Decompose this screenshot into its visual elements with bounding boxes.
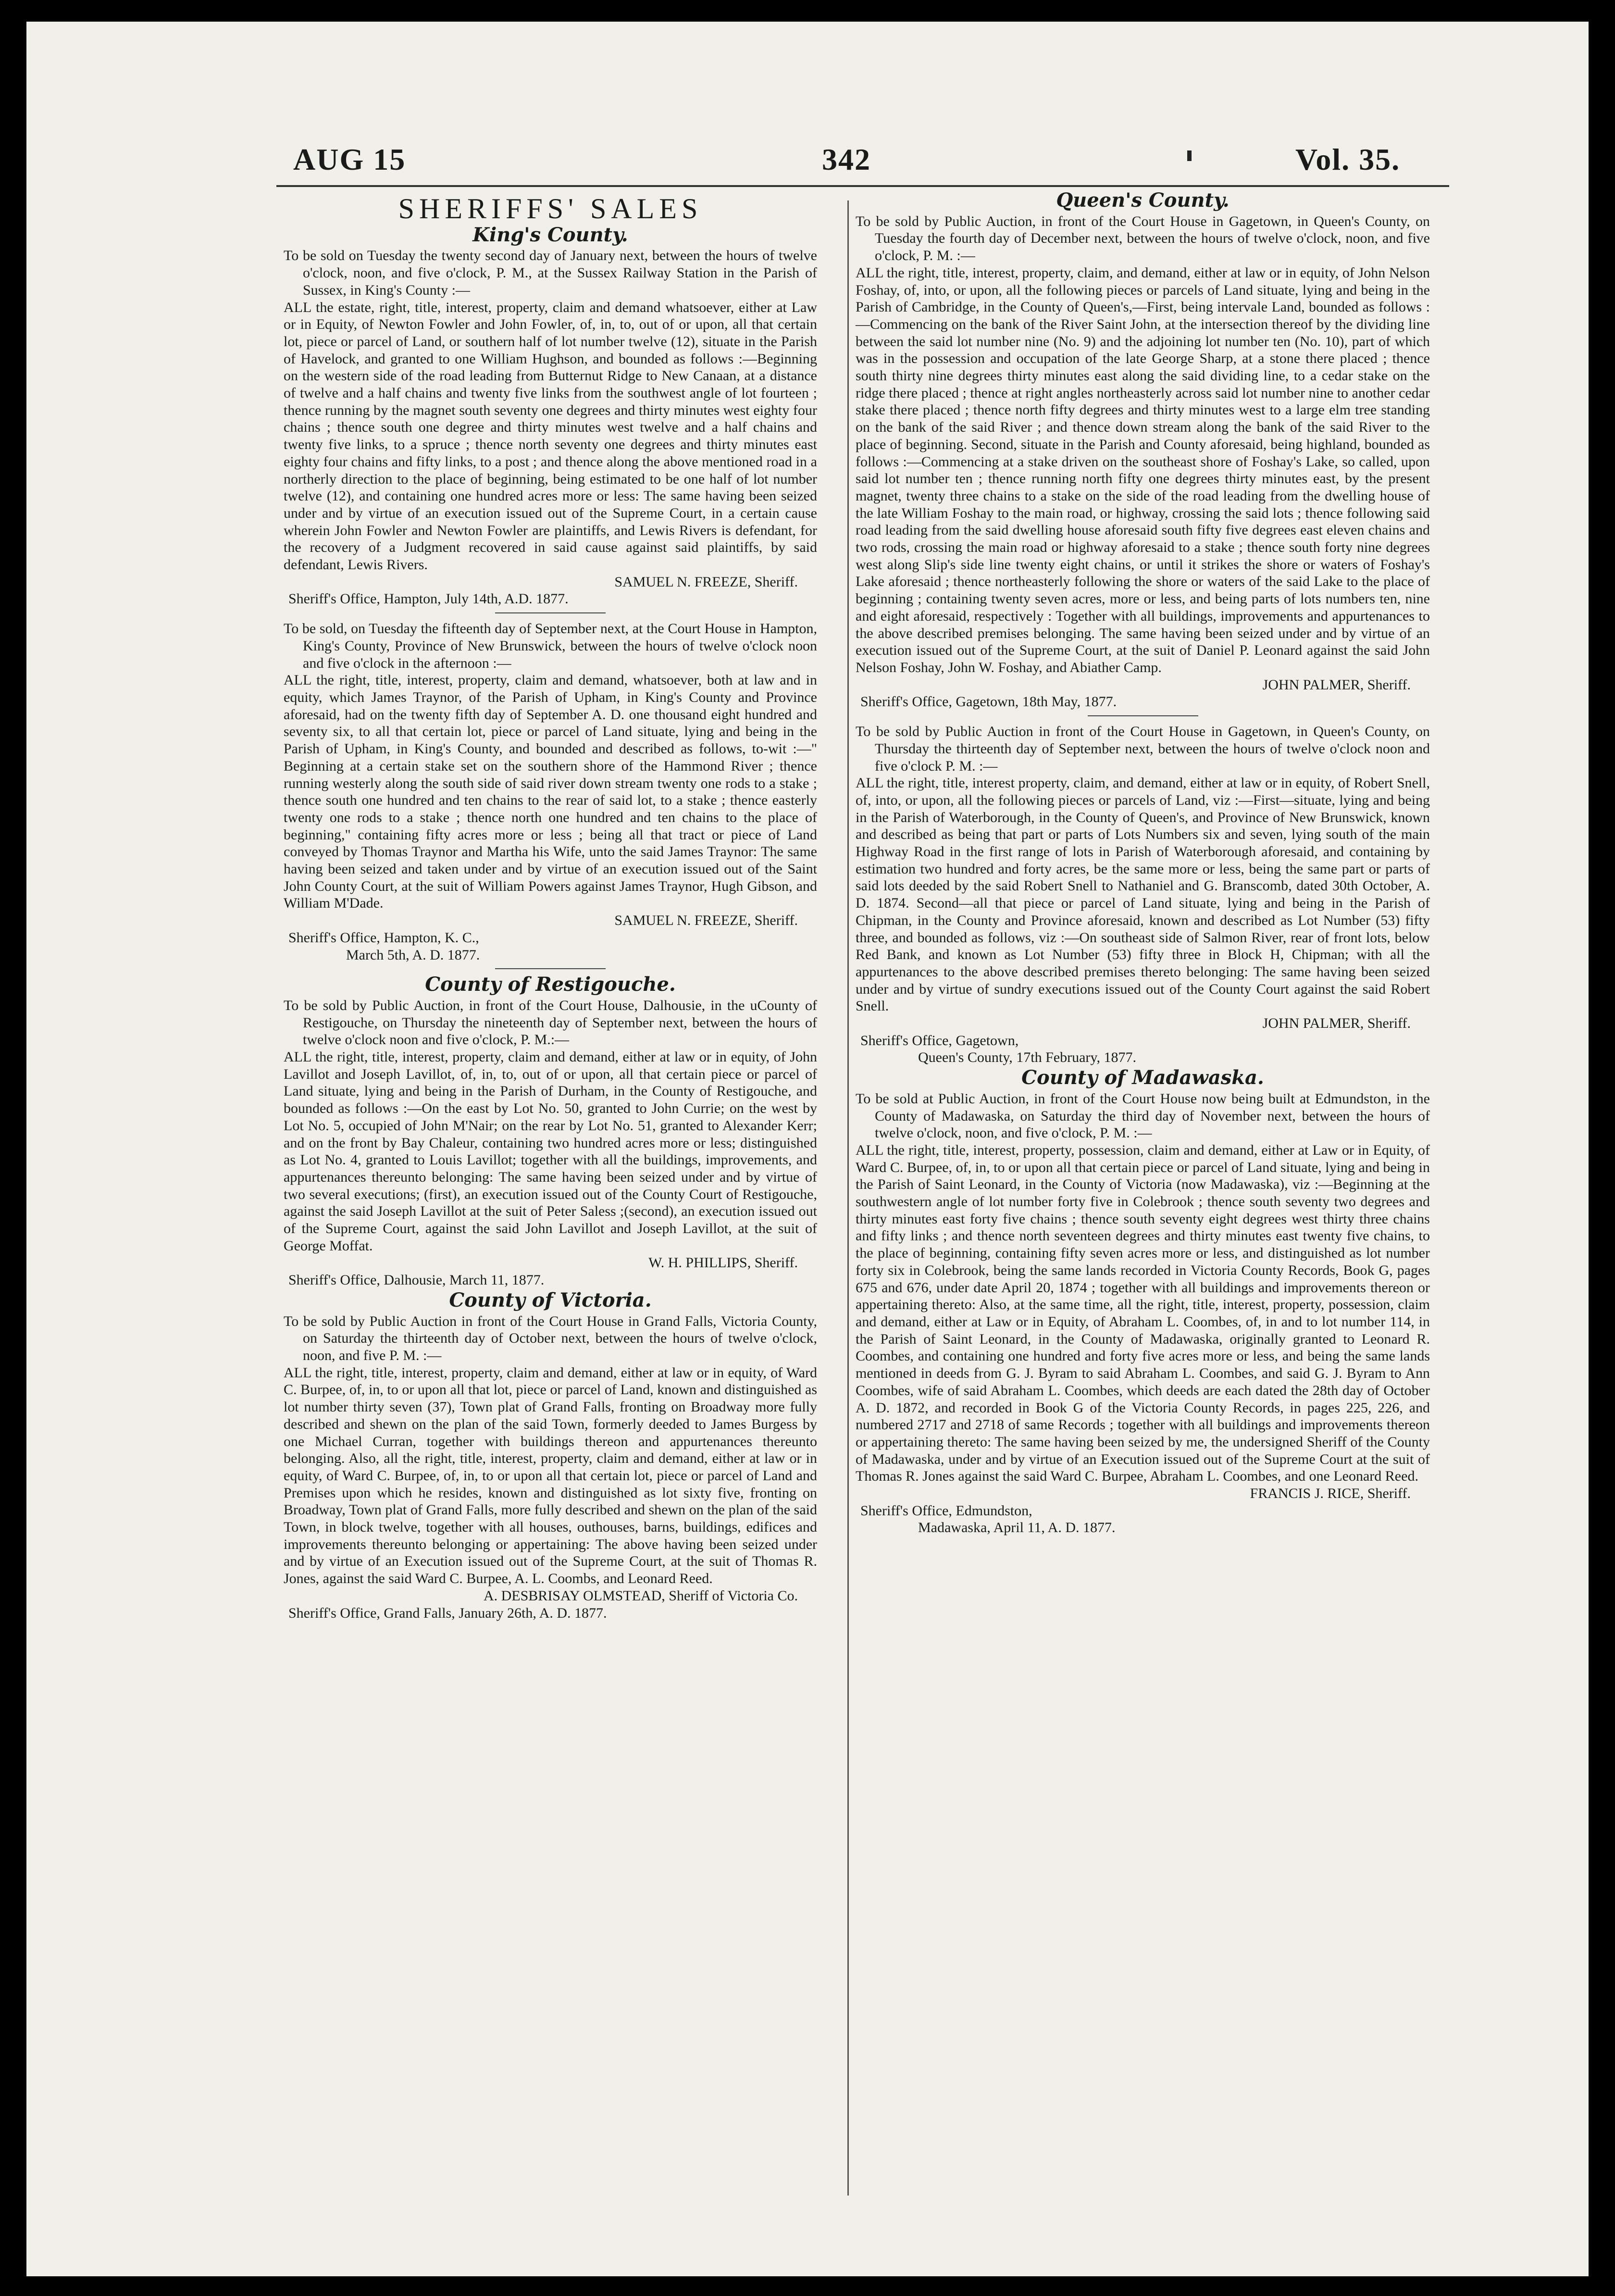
sheriff-signature: SAMUEL N. FREEZE, Sheriff. [614, 574, 798, 590]
office-date-line: Madawaska, April 11, A. D. 1877. [918, 1520, 1116, 1536]
section-rule [1088, 715, 1198, 716]
county-heading-queens: Queen's County. [1056, 189, 1230, 212]
office-line: Sheriff's Office, Edmundston, [860, 1502, 1032, 1519]
ink-mark [1187, 150, 1192, 161]
notice-madawaska [856, 1066, 1430, 1536]
notice-kings-2 [284, 620, 817, 963]
sheriff-signature: A. DESBRISAY OLMSTEAD, Sheriff of Victoria Co. [483, 1587, 798, 1604]
office-line: Sheriff's Office, Gagetown, 18th May, 1877. [860, 694, 1117, 710]
sheriff-signature: JOHN PALMER, Sheriff. [1262, 1015, 1411, 1032]
sheriff-signature: W. H. PHILLIPS, Sheriff. [648, 1255, 798, 1271]
sheriff-signature: SAMUEL N. FREEZE, Sheriff. [614, 912, 798, 929]
county-heading-victoria: County of Victoria. [449, 1288, 652, 1311]
page-number: 342 [822, 142, 871, 176]
office-date-line: Queen's County, 17th February, 1877. [918, 1049, 1136, 1066]
notice-body: ALL the right, title, interest property, claim, and demand, either at law or in equity, of Robert Snell, of, into, or upon, all the following pieces or parcels of Land, viz :—First—situate, lying and being in the Parish of Waterborough, in the County of Queen's, and Province of New Brunswick, known and described as being that part or parts of Lots Numbers six and seven, lying south of the main Highway Road in the first range of lots in Parish of Waterborough aforesaid, and containing by estimation two hundred and forty acres, be the same more or less, being the same part or parts of said lots deeded by the said Robert Snell to Nathaniel and G. Branscomb, dated 30th October, A. D. 1874. Second—all that piece or parcel of Land situate, lying and being in the Parish of Chipman, in the County and Province aforesaid, known and described as Lot Number (53) fifty three, and bounded as follows, viz :—On southeast side of Salmon River, rear of front lots, below Red Bank, and known as Lot Number (53) fifty three in Block H, Chipman; with all the appurtenances to the above described premises thereto belonging: The same having been seized under and by virtue of sundry executions issued out of the County Court against the said Robert Snell. [856, 775, 1430, 1014]
sheriff-signature: FRANCIS J. RICE, Sheriff. [1250, 1485, 1411, 1502]
office-line: Sheriff's Office, Hampton, K. C., [288, 929, 479, 946]
page-title: SHERIFFS' SALES [398, 193, 703, 225]
notice-restigouche [284, 973, 817, 1289]
notice-lead: To be sold at Public Auction, in front of the Court House now being built at Edmundston, in the County of Madawaska, on Saturday the third day of November next, between the hours of twelve o'clock, noon, and five o'clock, P. M. :— [856, 1090, 1430, 1141]
county-heading-kings: King's County. [472, 223, 628, 246]
notice-kings-1 [284, 223, 817, 608]
office-date-line: March 5th, A. D. 1877. [346, 947, 480, 963]
right-column [856, 190, 1430, 1539]
county-heading-madawaska: County of Madawaska. [1021, 1066, 1264, 1089]
volume-number: Vol. 35. [1295, 142, 1401, 176]
notice-victoria [284, 1288, 817, 1622]
notice-queens-2 [856, 723, 1430, 1066]
office-line: Sheriff's Office, Gagetown, [860, 1032, 1019, 1048]
notice-body: ALL the right, title, interest, property, claim and demand, whatsoever, both at law and in equity, which James Traynor, of the Parish of Upham, in King's County and Province aforesaid, had on the twenty fifth day of September A. D. one thousand eight hundred and seventy six, to all that certain lot, piece or parcel of Land situate, lying and being in the Parish of Upham, in King's County, and bounded and described as follows, to-wit :—" Beginning at a certain stake set on the southern shore of the Hammond River ; thence running westerly along the south side of said river down stream twenty one rods to a stake ; thence south one hundred and ten chains to the rear of said lot, to a stake ; thence easterly twenty one rods to a stake ; thence north one hundred and ten chains to the place of beginning," containing fifty acres more or less ; being all that tract or piece of Land conveyed by Thomas Traynor and Martha his Wife, unto the said James Traynor: The same having been seized and taken under and by virtue of an execution issued out of the Saint John County Court, at the suit of William Powers against James Traynor, Hugh Gibson, and William M'Dade. [284, 672, 817, 911]
notice-body: ALL the right, title, interest, property, claim and demand, either at law or in equity, of John Lavillot and Joseph Lavillot, of, in, to, out of or upon, all that certain piece or parcel of Land situate, lying and being in the Parish of Durham, in the County of Restigouche, and bounded as follows :—On the east by Lot No. 50, granted to John Currie; on the west by Lot No. 5, occupied of John M'Nair; on the rear by Lot No. 51, granted to Alexander Kerr; and on the front by Bay Chaleur, containing two hundred acres more or less; distinguished as Lot No. 4, granted to Louis Lavillot; together with all the buildings, improvements, and appurtenances thereunto belonging: The same having been seized under and by virtue of two several executions; (first), an execution issued out of the County Court of Restigouche, against the said Joseph Lavillot at the suit of Peter Saless ;(second), an execution issued out of the Supreme Court, against the said John Lavillot and Joseph Lavillot, at the suit of George Moffat. [284, 1049, 817, 1254]
sheriff-signature: JOHN PALMER, Sheriff. [1262, 676, 1411, 693]
section-rule [495, 612, 606, 613]
newspaper-page [26, 22, 1589, 2276]
issue-date: AUG 15 [293, 142, 406, 176]
column-divider [847, 200, 849, 2196]
notice-lead: To be sold by Public Auction in front of the Court House in Gagetown, in Queen's County, on Thursday the thirteenth day of September next, between the hours of twelve o'clock noon and five o'clock P. M. :— [856, 724, 1430, 774]
notice-body: ALL the right, title, interest, property, claim, and demand, either at law or in equity, of John Nelson Foshay, of, into, or upon, all the following pieces or parcels of Land situate, lying and being in the Parish of Cambridge, in the County of Queen's,—First, being intervale Land, bounded as follows :—Commencing on the bank of the River Saint John, at the intersection thereof by the dividing line between the said lot number nine (No. 9) and the adjoining lot number ten (No. 10), part of which was in the possession and occupation of the late George Sharp, at a stone there placed ; thence south thirty nine degrees thirty minutes east along the said dividing line, to a cedar stake on the ridge there placed ; thence at right angles northeasterly across said lot number nine to another cedar stake there placed ; thence north fifty degrees and thirty minutes west to a large elm tree standing on the bank of the said River ; and thence down stream along the bank of the said River to the place of beginning. Second, situate in the Parish and County aforesaid, being highland, bounded as follows :—Commencing at a stake driven on the southeast shore of Foshay's Lake, so called, upon said lot number ten ; thence running north fifty one degrees thirty minutes east, by the present magnet, twenty three chains to a stake on the side of the road leading from the dwelling house of the late William Foshay to the main road, or highway, crossing the said lots ; thence following said road leading from the said dwelling house aforesaid south fifty five degrees east eleven chains and two rods, crossing the main road or highway aforesaid to a stake ; thence south forty nine degrees west along Slip's side line twenty eight chains, or until it strikes the shore or waters of Foshay's Lake aforesaid ; thence northeasterly following the shore or waters of the said Lake to the place of beginning ; containing twenty seven acres, more or less, and being parts of lots numbers ten, nine and eight aforesaid, respectively : Together with all buildings, improvements and appurtenances to the above described premises belonging. The same having been seized under and by virtue of an execution issued out of the Supreme Court, at the suit of Daniel P. Leonard against the said John Nelson Foshay, John W. Foshay, and Abiather Camp. [856, 264, 1430, 675]
notice-lead: To be sold by Public Auction in front of the Court House in Grand Falls, Victoria County, on Saturday the thirteenth day of October next, between the hours of twelve o'clock, noon, and five P. M. :— [284, 1313, 817, 1363]
notice-body: ALL the estate, right, title, interest, property, claim and demand whatsoever, either at Law or in Equity, of Newton Fowler and John Fowler, of, in, to, out of or upon, all that certain lot, piece or parcel of Land, or southern half of lot number twelve (12), situate in the Parish of Havelock, and granted to one William Hughson, and bounded as follows :—Beginning on the western side of the road leading from Butternut Ridge to New Canaan, at a distance of twelve and a half chains and twenty five links from the southwest angle of lot fourteen ; thence running by the magnet south seventy one degrees and thirty minutes west eighty four chains ; thence south one degree and thirty minutes west twelve and a half chains and twenty five links, to a spruce ; thence north seventy one degrees and thirty minutes east eighty four chains and fifty links, to a post ; and thence along the above mentioned road in a northerly direction to the place of beginning, being estimated to be one half of lot number twelve (12), and containing one hundred acres more or less: The same having been seized under and by virtue of an execution issued out of the Supreme Court, in a certain cause wherein John Fowler and Newton Fowler are plaintiffs, and Lewis Rivers is defendant, for the recovery of a Judgment recovered in said cause against said plaintiffs, by said defendant, Lewis Rivers. [284, 299, 817, 573]
county-heading-restigouche: County of Restigouche. [425, 973, 676, 996]
notice-body: ALL the right, title, interest, property, possession, claim and demand, either at Law or in Equity, of Ward C. Burpee, of, in, to or upon all that certain piece or parcel of Land situate, lying and being in the Parish of Saint Leonard, in the County of Victoria (now Madawaska), viz :—Beginning at the southwestern angle of lot number forty five in Colebrook ; thence south seventy two degrees and thirty minutes east forty five chains ; thence south seventy eight degrees west thirty three chains and fifty links ; and thence north seventeen degrees and thirty minutes east twenty five chains, to the place of beginning, containing fifty seven acres more or less, and distinguished as lot number forty six in Colebrook, being the same lands recorded in Victoria County Records, Book G, pages 675 and 676, under date April 20, 1874 ; together with all buildings and improvements thereon or appertaining thereto: Also, at the same time, all the right, title, interest, property, possession, claim and demand, either at Law or in Equity, of Abraham L. Coombes, of, in and to lot number 114, in the Parish of Saint Leonard, in the County of Madawaska, originally granted to Leonard R. Coombes, and containing one hundred and forty five acres more or less, and being the same lands mentioned in deeds from G. J. Byram to said Abraham L. Coombes, and said G. J. Byram to Ann Coombes, wife of said Abraham L. Coombes, which deeds are each dated the 28th day of October A. D. 1872, and recorded in Book G of the Victoria County Records, in pages 225, 226, and numbered 2717 and 2718 of same Records ; together with all buildings and improvements thereon or appertaining thereto: The same having been seized by me, the undersigned Sheriff of the County of Madawaska, under and by virtue of an Execution issued out of the Supreme Court at the suit of Thomas R. Jones against the said Ward C. Burpee, Abraham L. Coombes, and one Leonard Reed. [856, 1142, 1430, 1485]
office-line: Sheriff's Office, Hampton, July 14th, A.D. 1877. [288, 591, 569, 607]
office-line: Sheriff's Office, Dalhousie, March 11, 1877. [288, 1272, 545, 1288]
left-column [284, 190, 817, 1624]
notice-queens-1 [856, 189, 1430, 711]
section-rule [495, 968, 606, 969]
header-rule [276, 185, 1449, 187]
notice-lead: To be sold, on Tuesday the fifteenth day of September next, at the Court House in Hampton, King's County, Province of New Brunswick, between the hours of twelve o'clock noon and five o'clock in the afternoon :— [284, 621, 817, 671]
notice-body: ALL the right, title, interest, property, claim and demand, either at law or in equity, of Ward C. Burpee, of, in, to or upon all that lot, piece or parcel of Land, known and distinguished as lot number thirty seven (37), Town plat of Grand Falls, fronting on Broadway more fully described and shewn on the plan of the said Town, formerly deeded to James Burgess by one Michael Curran, together with buildings thereon and appurtenances thereunto belonging. Also, all the right, title, interest, property, claim and demand, either at law or in equity, of Ward C. Burpee, of, in, to or upon all that certain lot, piece or parcel of Land and Premises upon which he resides, known and distinguished as lot sixty five, fronting on Broadway, Town plat of Grand Falls, more fully described and shewn on the plan of the said Town, in block twelve, together with all houses, outhouses, barns, buildings, edifices and improvements thereunto belonging or appertaining: The above having been seized under and by virtue of an Execution issued out of the Supreme Court, at the suit of Thomas R. Jones, against the said Ward C. Burpee, A. L. Coombs, and Leonard Reed. [284, 1364, 817, 1587]
office-line: Sheriff's Office, Grand Falls, January 26th, A. D. 1877. [288, 1605, 607, 1621]
notice-lead: To be sold by Public Auction, in front of the Court House in Gagetown, in Queen's County, on Tuesday the fourth day of December next, between the hours of twelve o'clock, noon, and five o'clock, P. M. :— [856, 213, 1430, 264]
notice-lead: To be sold on Tuesday the twenty second day of January next, between the hours of twelve o'clock, noon, and five o'clock, P. M., at the Sussex Railway Station in the Parish of Sussex, in King's County :— [284, 248, 817, 298]
notice-lead: To be sold by Public Auction, in front of the Court House, Dalhousie, in the uCounty of Restigouche, on Thursday the nineteenth day of September next, between the hours of twelve o'clock noon and five o'clock, P. M.:— [284, 997, 817, 1048]
